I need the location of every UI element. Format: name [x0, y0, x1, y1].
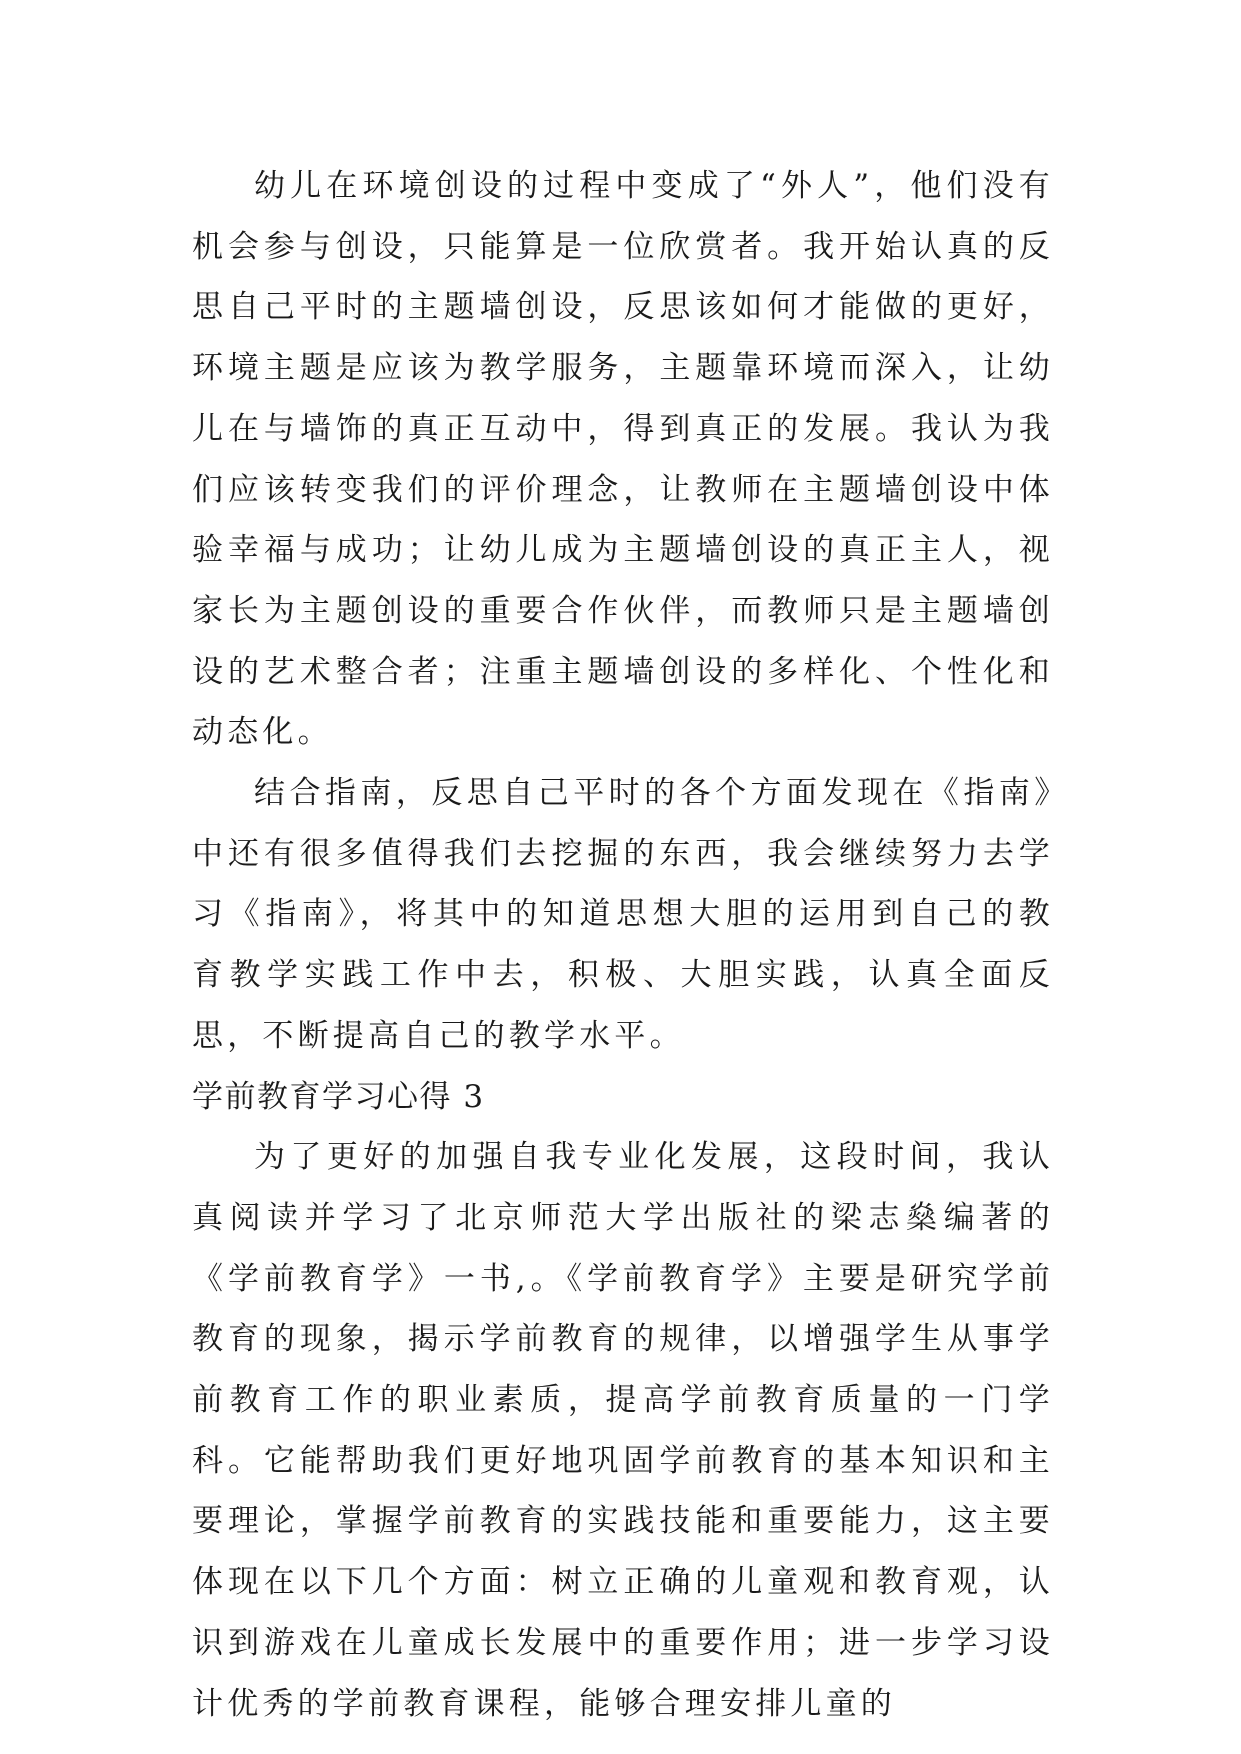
section-heading: 学前教育学习心得 3 — [192, 1078, 485, 1115]
document-body — [192, 156, 1054, 1734]
paragraph-guide-reflection: 结合指南，反思自己平时的各个方面发现在《指南》中还有很多值得我们去挖掘的东西，我会继续努力去学习《指南》，将其中的知道思想大胆的运用到自己的教育教学实践工作中去，积极、大胆实践，认真全面反思，不断提高自己的教学水平。 — [192, 775, 1054, 1054]
paragraph-preschool-education-study: 为了更好的加强自我专业化发展，这段时间，我认真阅读并学习了北京师范大学出版社的梁志燊编著的《学前教育学》一书,。《学前教育学》主要是研究学前教育的现象，揭示学前教育的规律，以增强学生从事学前教育工作的职业素质，提高学前教育质量的一门学科。它能帮助我们更好地巩固学前教育的基本知识和主要理论，掌握学前教育的实践技能和重要能力，这主要体现在以下几个方面：树立正确的儿童观和教育观，认识到游戏在儿童成长发展中的重要作用；进一步学习设计优秀的学前教育课程，能够合理安排儿童的 — [192, 1139, 1054, 1722]
paragraph-environment-reflection: 幼儿在环境创设的过程中变成了“外人”，他们没有机会参与创设，只能算是一位欣赏者。我开始认真的反思自己平时的主题墙创设，反思该如何才能做的更好，环境主题是应该为教学服务，主题靠环境而深入，让幼儿在与墙饰的真正互动中，得到真正的发展。我认为我们应该转变我们的评价理念，让教师在主题墙创设中体验幸福与成功；让幼儿成为主题墙创设的真正主人，视家长为主题创设的重要合作伙伴，而教师只是主题墙创设的艺术整合者；注重主题墙创设的多样化、个性化和动态化。 — [192, 168, 1054, 751]
